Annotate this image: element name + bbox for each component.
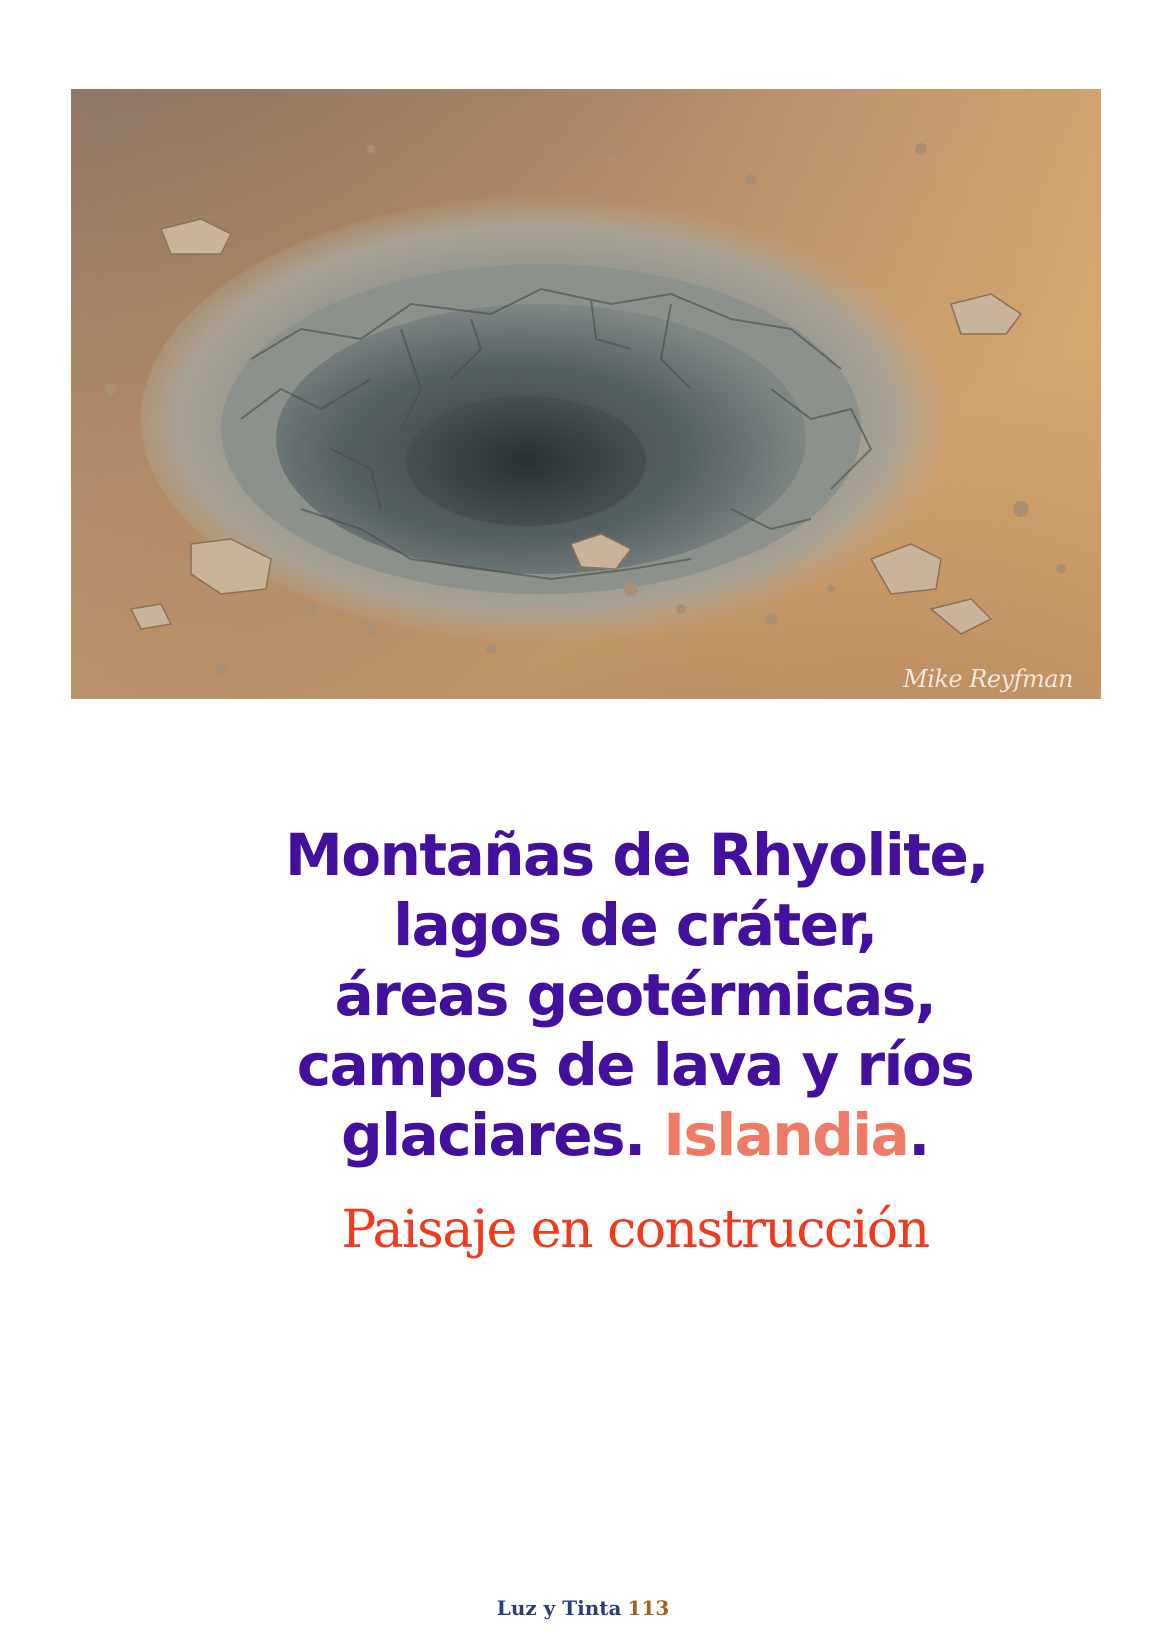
crater-illustration: [71, 89, 1101, 699]
magazine-name: Luz y Tinta: [496, 1596, 622, 1620]
crater-photo: [71, 89, 1101, 699]
headline-text: glaciares.: [341, 1101, 664, 1169]
photographer-signature: Mike Reyfman: [903, 665, 1073, 693]
page-number: 113: [627, 1596, 670, 1620]
country-name: Islandia: [663, 1101, 909, 1169]
page-footer: [0, 1596, 1166, 1620]
headline: [285, 820, 988, 1170]
headline-period: .: [908, 1101, 929, 1169]
headline-line: campos de lava y ríos: [296, 1031, 974, 1099]
headline-line: [285, 1100, 985, 1170]
headline-line: áreas geotérmicas,: [334, 961, 936, 1029]
headline-line: lagos de cráter,: [393, 891, 877, 959]
headline-line: Montañas de Rhyolite,: [285, 821, 988, 889]
subtitle: Paisaje en construcción: [341, 1200, 929, 1260]
